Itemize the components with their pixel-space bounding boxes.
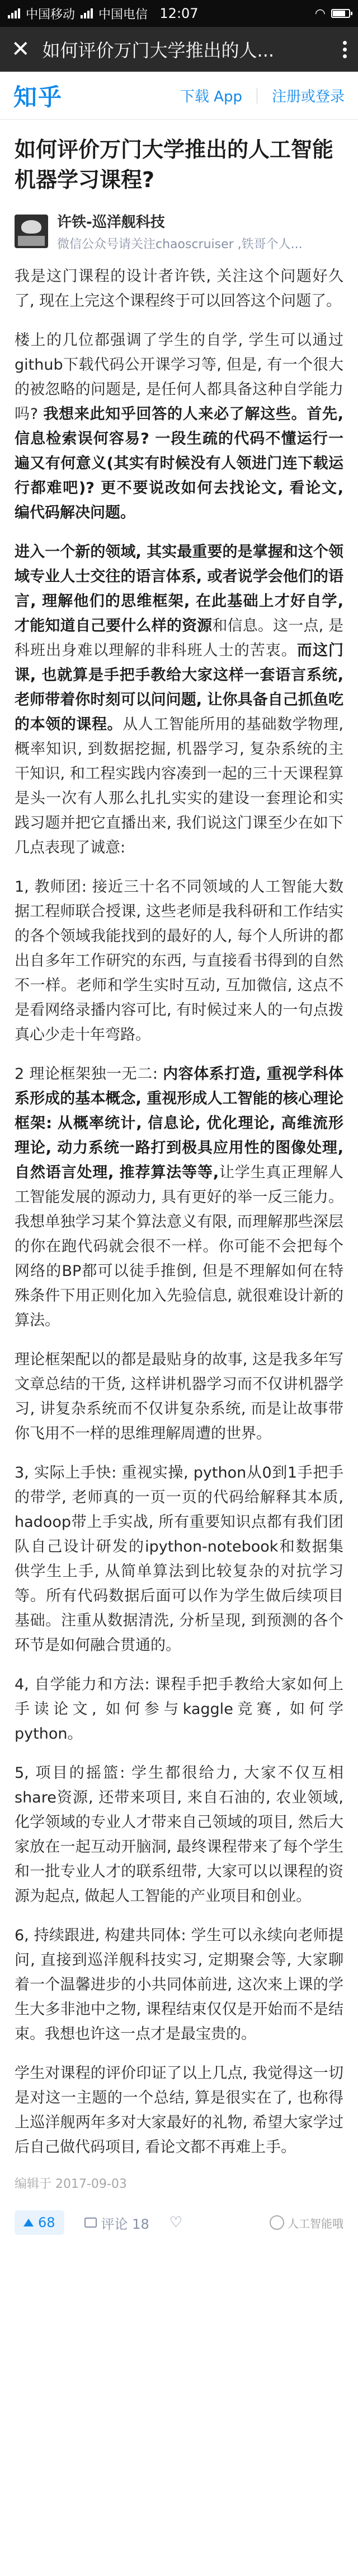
avatar[interactable] (15, 215, 48, 248)
edit-date: 编辑于 2017-09-03 (15, 2177, 127, 2191)
bold-text: 进入一个新的领域, 其实最重要的是掌握和这个领域专业人士交往的语言体系, 或者说学会他们的语言, 理解他们的思维框架, 在此基础上才好自学, 才能知道自己要什么样的资源 (15, 543, 343, 635)
status-bar (0, 0, 358, 27)
answer-paragraph (15, 1761, 343, 1909)
paragraph-text: 6, 持续跟进, 构建共同体: 学生可以永续向老师提问, 直接到巡洋舰科技实习, 定期聚会等, 大家聊着一个温馨进步的小共同体前进, 这次来上课的学生大多非池中之物, 课程结束仅仅是开始而不是结束。我想也许这一点才是最宝贵的。 (15, 1927, 343, 2043)
signal-icon (81, 8, 93, 18)
watermark (270, 2215, 343, 2231)
status-indicators (315, 7, 350, 21)
watermark-text: 人工智能哦 (288, 2216, 343, 2230)
answer-paragraph (15, 264, 343, 314)
paragraph-text: 从人工智能所用的基础数学物理, 概率知识, 到数据挖掘, 机器学习, 复杂系统的主干知识, 和工程实践内容凑到一起的三十天课程算是头一次有人那么扎扎实实的建设一套理论和实践习题并把它直播出来, 我们说这门课至少在如下几点表现了诚意: (15, 716, 343, 856)
bold-text: 我想来此知乎回答的人来必了解这些。首先, 信息检索误何容易? 一段生疏的代码不懂运行一遍又有何意义(其实有时候没有人领进门连下载运行都难吧)? 更不要说改如何去找论文, 看论文, 编代码解决问题。 (15, 406, 343, 521)
comment-icon (84, 2218, 97, 2228)
download-app-link[interactable]: 下载 App (180, 88, 242, 105)
watermark-icon (270, 2215, 284, 2230)
paragraph-text: 3, 实际上手快: 重视实操, python从0到1手把手的带学, 老师真的一页一页的代码给解释其本质, hadoop带上手实战, 所有重要知识点都有我们团队自己设计研发的ipython-notebook和数据集供学生上手, 从简单算法到比较复杂的对抗学习等。所有代码数据后面可以作为学生做后续项目基础。注重从数据清洗, 分析呈现, 到预测的各个环节是如何融合贯通的。 (15, 1464, 343, 1654)
vote-count: 68 (38, 2215, 55, 2230)
status-time: 12:07 (159, 6, 199, 21)
close-icon[interactable]: ✕ (11, 36, 30, 62)
title-bar (0, 27, 358, 72)
author-bio: 微信公众号请关注chaoscruiser ,铁哥个人... (57, 237, 303, 251)
upvote-arrow-icon (23, 2219, 34, 2226)
bold-text: 内容体系打造, 重视学科体系形成的基本概念, 重视形成人工智能的核心理论框架: (15, 1065, 343, 1132)
author-info (57, 211, 343, 252)
author-name[interactable]: 许铁-巡洋舰科技 (57, 214, 165, 231)
paragraph-text: 和信息。这一点, 是科班出身难以理解的非科班人士的苦衷。 (15, 617, 343, 659)
answer-paragraph (15, 1461, 343, 1658)
footer-bar (0, 2203, 358, 2242)
paragraph-text: 1, 教师团: 接近三十名不同领域的人工智能大数据工程师联合授课, 这些老师是我科研和工作结实的各个领域我能找到的最好的人, 每个人所讲的都出自多年工作研究的东西, 与直接看书得到的自然不一样。老师和学生实时互动, 互加微信, 这点不是看网络录播内容可比, 有时候过来人的一句点拨真心少走十年弯路。 (15, 878, 343, 1044)
comment-label: 评论 18 (101, 2216, 149, 2232)
answer-paragraph (15, 1062, 343, 1333)
answer-body (15, 264, 343, 2160)
wifi-icon: ◠ (314, 6, 326, 21)
paragraph-text: 让学生真正理解人工智能发展的源动力, 具有更好的举一反三能力。我想单独学习某个算法意义有限, 而理解那些深层的你在跑代码就会很不一样。你可能不会把每个网络的BP都可以徒手推倒, 但是不理解如何在特殊条件下用正则化加入先验信息, 就很难设计新的算法。 (15, 1164, 343, 1329)
bold-text: 从概率统计, 信息论, 优化理论, 高维流形理论, 动力系统一路打到极具应用性的图像处理, 自然语言处理, 推荐算法等等, (15, 1115, 343, 1181)
answer-paragraph (15, 875, 343, 1047)
battery-icon (331, 9, 350, 18)
window-title: 如何评价万门大学推出的人... (42, 40, 275, 61)
heart-icon: ♡ (169, 2214, 183, 2231)
paragraph-text: 4, 自学能力和方法: 课程手把手教给大家如何上手读论文, 如何参与kaggle竞赛, 如何学python。 (15, 1676, 343, 1743)
heart-button[interactable] (169, 2214, 182, 2231)
paragraph-text: 楼上的几位都强调了学生的自学, 学生可以通过github下载代码公开课学习等, 但是, 有一个很大的被忽略的问题是, 是任何人都具备这种自学能力吗? (15, 332, 343, 423)
paragraph-text: 2 理论框架独一无二: (15, 1065, 163, 1083)
answer-paragraph (15, 540, 343, 860)
author-row (15, 211, 343, 252)
carrier-2: 中国电信 (98, 7, 148, 22)
more-vertical-icon[interactable] (343, 41, 347, 58)
paragraph-text: 5, 项目的摇篮: 学生都很给力, 大家不仅互相share资源, 还带来项目, 来自石油的, 农业领域, 化学领域的专业人才带来自己领域的项目, 然后大家放在一起互动开脑洞, 最终课程带来了每个学生和一批专业人才的联系纽带, 大家可以以课程的资源为起点, 做起人工智能的产业项目和创业。 (15, 1764, 343, 1905)
answer-paragraph (15, 1348, 343, 1446)
comment-button[interactable] (84, 2213, 149, 2233)
paragraph-text: 理论框架配以的都是最贴身的故事, 这是我多年写文章总结的干货, 这样讲机器学习而不仅讲机器学习, 讲复杂系统而不仅讲复杂系统, 而是让故事带你飞用不一样的思维理解周遭的世界。 (15, 1351, 343, 1442)
signal-icon (8, 8, 20, 18)
zhihu-header (0, 72, 358, 120)
bold-text: 而这门课, 也就算是手把手教给大家这样一套语言系统, 老师带着你时刻可以问问题, 让你具备自己抓鱼吃的本领的课程。 (15, 642, 344, 733)
zhihu-logo[interactable]: 知乎 (13, 83, 63, 111)
upvote-button[interactable] (15, 2210, 64, 2235)
answer-paragraph (15, 328, 343, 525)
paragraph-text: 学生对课程的评价印证了以上几点, 我觉得这一切是对这一主题的一个总结, 算是很实在了, 也称得上巡洋舰两年多对大家最好的礼物, 希望大家学过后自己做代码项目, 看论文都不再难上手。 (15, 2065, 343, 2156)
login-link[interactable]: 注册或登录 (271, 88, 345, 105)
main-content (0, 134, 358, 2192)
paragraph-text: 我是这门课程的设计者许铁, 关注这个问题好久了, 现在上完这个课程终于可以回答这个问题了。 (15, 268, 343, 310)
answer-paragraph (15, 1673, 343, 1746)
status-carriers (8, 5, 148, 22)
carrier-1: 中国移动 (26, 7, 76, 22)
answer-paragraph (15, 2061, 343, 2160)
question-title[interactable]: 如何评价万门大学推出的人工智能机器学习课程? (15, 137, 334, 192)
paragraph-text (52, 1115, 58, 1132)
answer-paragraph (15, 1923, 343, 2047)
